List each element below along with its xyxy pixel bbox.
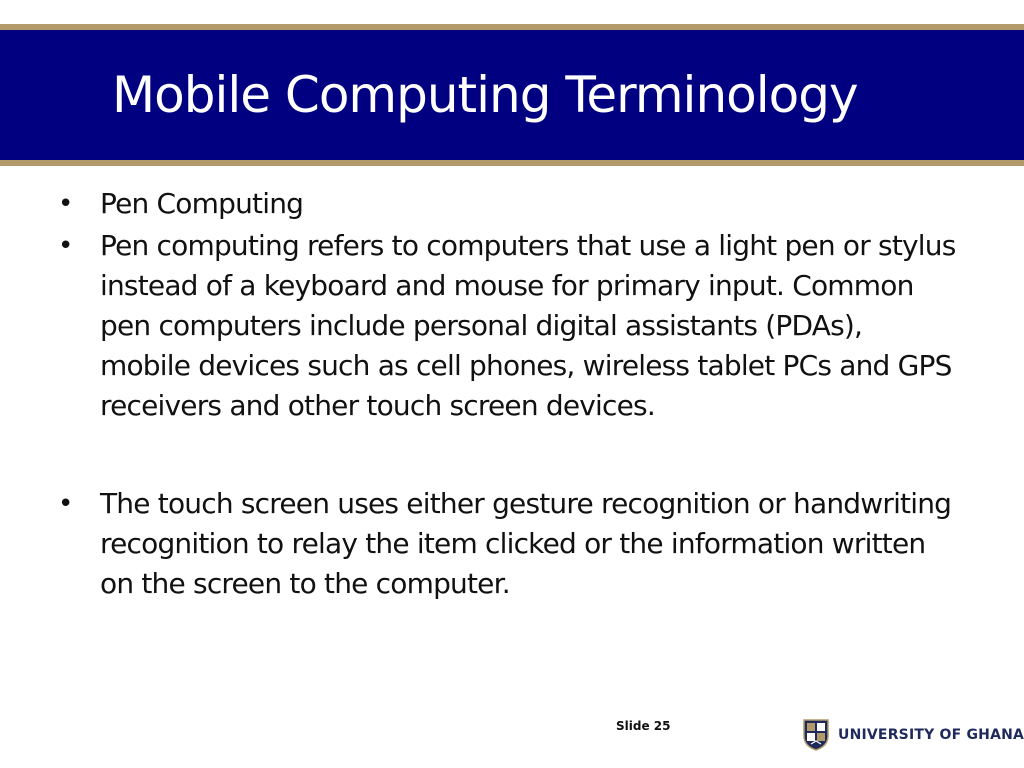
header-bottom-rule: [0, 160, 1024, 166]
university-name: UNIVERSITY OF GHANA: [838, 727, 1024, 743]
bullet-text: The touch screen uses either gesture recognition or handwriting recognition to relay the item clicked or the information written on the screen to the computer.: [100, 487, 952, 600]
slide-number: Slide 25: [616, 719, 671, 733]
bullet-glyph: •: [58, 231, 73, 261]
bullet-list: [56, 184, 956, 606]
bullet-item-pen-computing-definition: [56, 226, 956, 426]
bullet-text: Pen Computing: [100, 187, 304, 220]
bullet-item-touch-screen: [56, 484, 956, 604]
university-crest-icon: [802, 718, 830, 752]
bullet-glyph: •: [58, 189, 73, 219]
title-banner: [0, 30, 1024, 160]
university-logo: [802, 718, 1024, 752]
slide-title: Mobile Computing Terminology: [112, 66, 858, 124]
bullet-item-pen-computing: [56, 184, 956, 224]
bullet-glyph: •: [58, 489, 73, 519]
bullet-text: Pen computing refers to computers that use a light pen or stylus instead of a keyboard and mouse for primary input. Common pen computers include personal digital assistants (PDAs), mobile devices such as cell phones, wireless tablet PCs and GPS receivers and other touch screen devices.: [100, 229, 956, 422]
